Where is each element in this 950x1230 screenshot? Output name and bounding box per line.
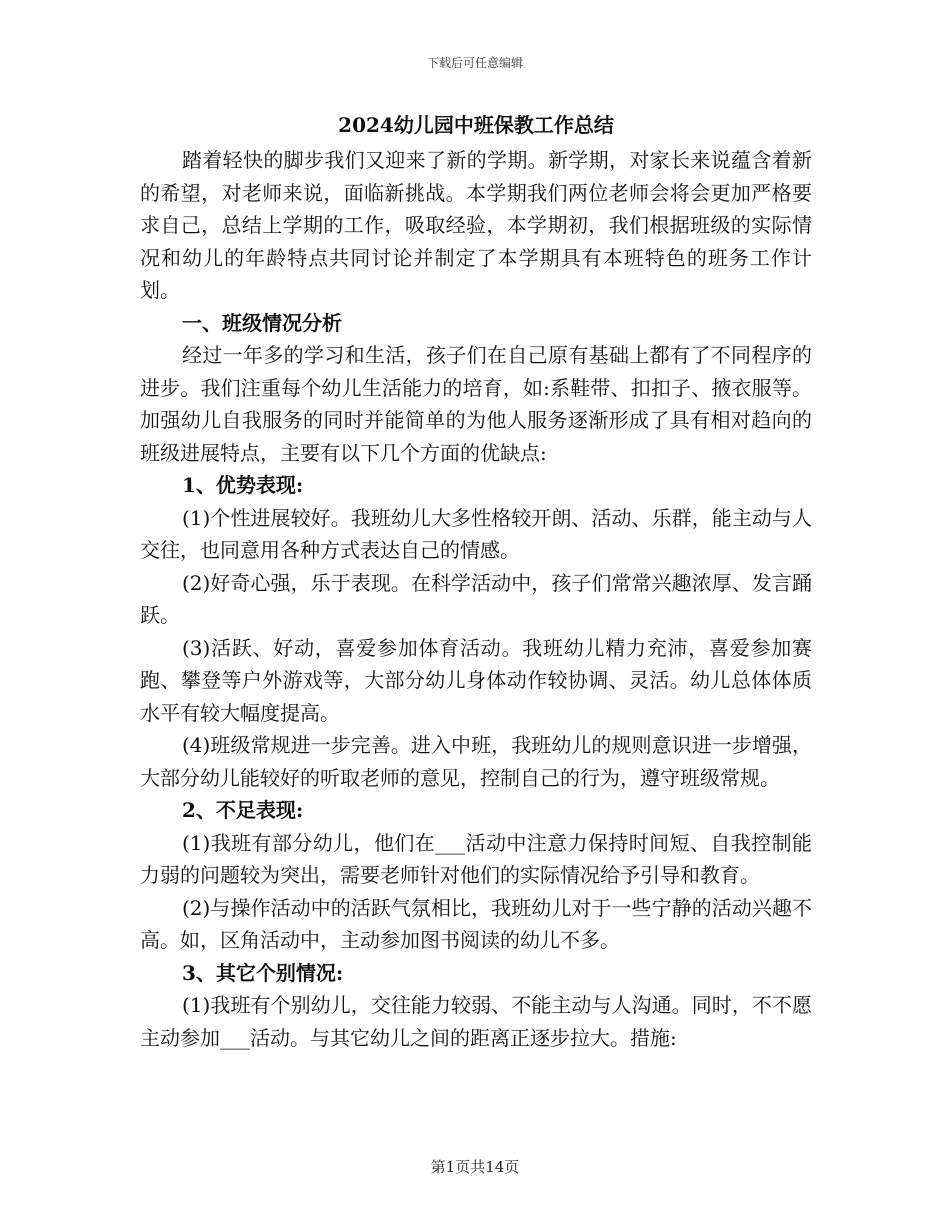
paragraph: (2)与操作活动中的活跃气氛相比，我班幼儿对于一些宁静的活动兴趣不高。如，区角活动中，主动参加图书阅读的幼儿不多。 (140, 895, 812, 952)
paragraph: (1)我班有个别幼儿，交往能力较弱、不能主动与人沟通。同时，不不愿主动参加___活动。与其它幼儿之间的距离正逐步拉大。措施: (140, 993, 812, 1050)
section-heading: 1、优势表现: (182, 473, 304, 497)
paragraph: (1)我班有部分幼儿，他们在___活动中注意力保持时间短、自我控制能力弱的问题较为突出，需要老师针对他们的实际情况给予引导和教育。 (140, 830, 812, 887)
paragraph: (3)活跃、好动，喜爱参加体育活动。我班幼儿精力充沛，喜爱参加赛跑、攀登等户外游戏等，大部分幼儿身体动作较协调、灵活。幼儿总体体质水平有较大幅度提高。 (140, 635, 812, 725)
document-blocks (140, 144, 812, 1054)
paragraph: (1)个性进展较好。我班幼儿大多性格较开朗、活动、乐群，能主动与人交往，也同意用各种方式表达自己的情感。 (140, 505, 812, 562)
paragraph: (4)班级常规进一步完善。进入中班，我班幼儿的规则意识进一步增强，大部分幼儿能较好的听取老师的意见，控制自己的行为，遵守班级常规。 (140, 733, 812, 790)
document-body (140, 112, 812, 1054)
document-title: 2024幼儿园中班保教工作总结 (338, 113, 614, 137)
paragraph: (2)好奇心强，乐于表现。在科学活动中，孩子们常常兴趣浓厚、发言踊跃。 (140, 570, 812, 627)
header-note: 下载后可任意编辑 (426, 56, 523, 70)
section-heading: 2、不足表现: (182, 798, 304, 822)
page-footer: 第1页共14页 (430, 1158, 520, 1176)
paragraph: 经过一年多的学习和生活，孩子们在自己原有基础上都有了不同程序的进步。我们注重每个幼儿生活能力的培育，如:系鞋带、扣扣子、掖衣服等。加强幼儿自我服务的同时并能简单的为他人服务逐渐形成了具有相对趋向的班级进展特点，主要有以下几个方面的优缺点: (140, 343, 812, 465)
section-heading: 3、其它个别情况: (182, 960, 344, 985)
section-heading: 一、班级情况分析 (182, 310, 342, 335)
paragraph: 踏着轻快的脚步我们又迎来了新的学期。新学期，对家长来说蕴含着新的希望，对老师来说，面临新挑战。本学期我们两位老师会将会更加严格要求自己，总结上学期的工作，吸取经验，本学期初，我们根据班级的实际情况和幼儿的年龄特点共同讨论并制定了本学期具有本班特色的班务工作计划。 (140, 148, 812, 302)
